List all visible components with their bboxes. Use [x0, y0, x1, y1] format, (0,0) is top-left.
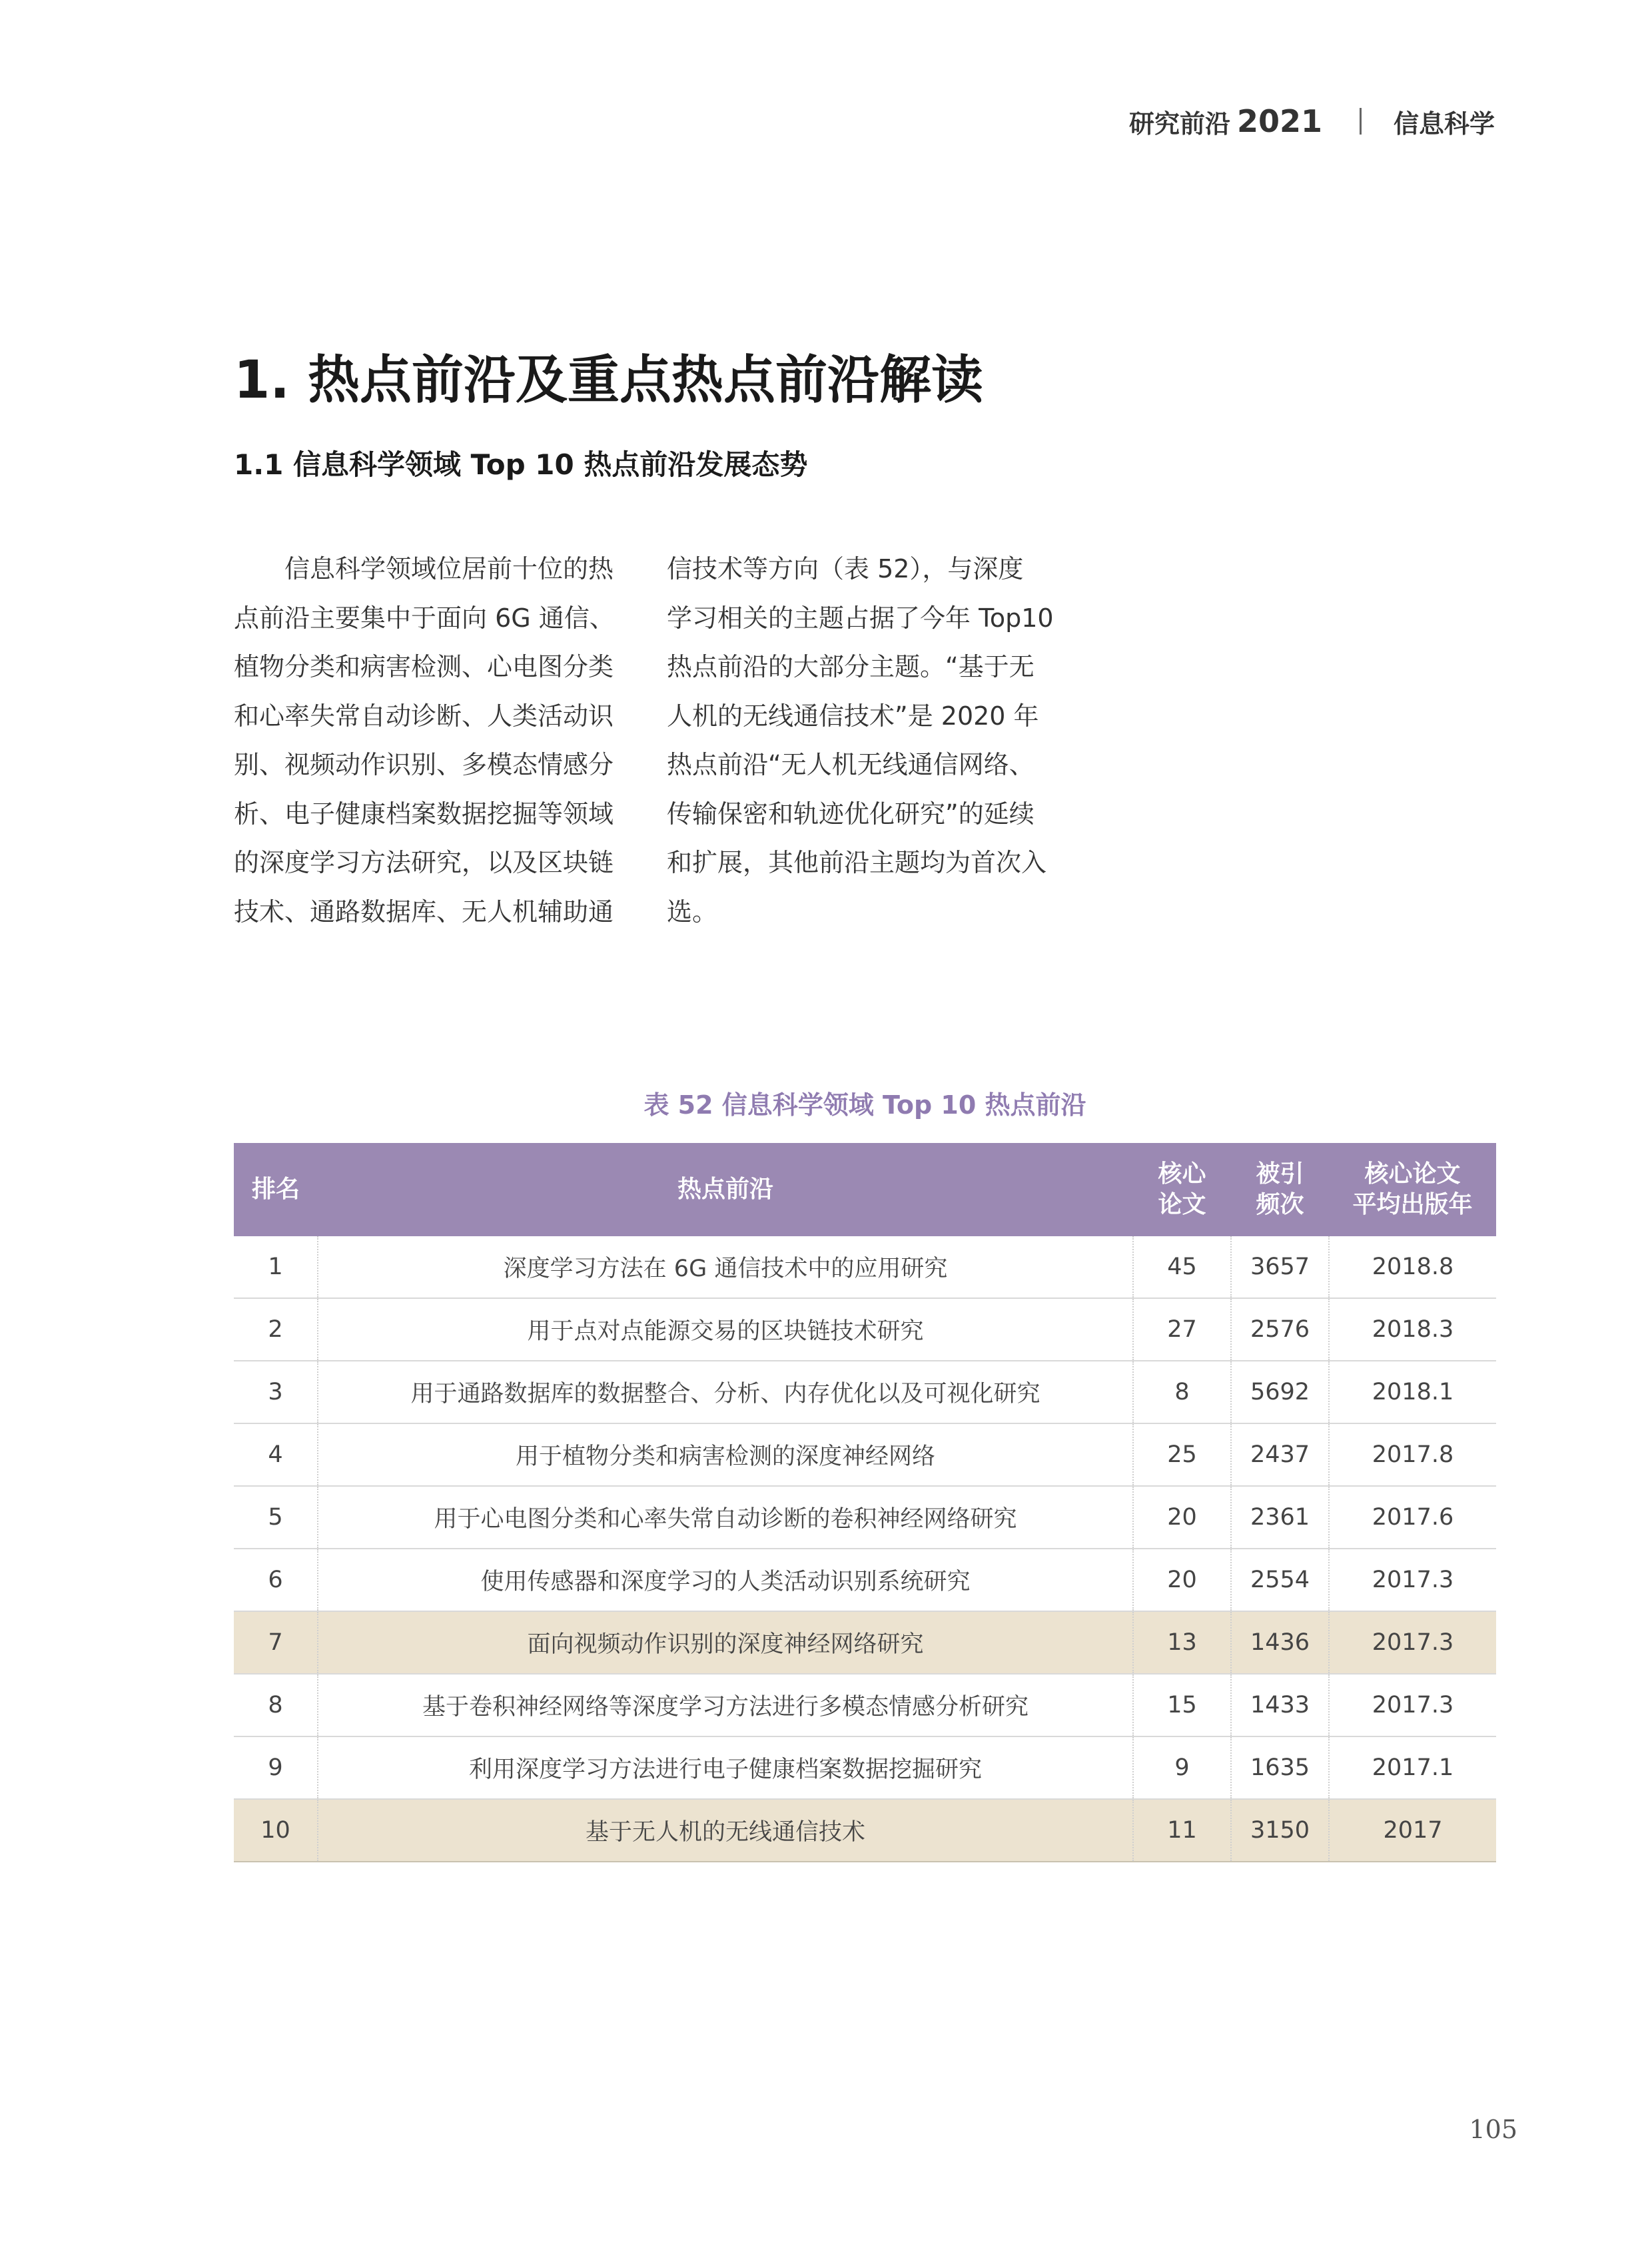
subsection-title: 1.1 信息科学领域 Top 10 热点前沿发展态势	[234, 448, 808, 481]
cell-papers: 27	[1133, 1298, 1231, 1361]
table-header-row	[234, 1143, 1496, 1236]
body-line: 学习相关的主题占据了今年 Top10	[667, 603, 1054, 633]
cell-topic: 深度学习方法在 6G 通信技术中的应用研究	[318, 1236, 1133, 1298]
cell-rank: 9	[234, 1736, 318, 1799]
cell-cites: 3150	[1231, 1799, 1329, 1862]
table-row-highlighted	[234, 1611, 1496, 1674]
header-divider	[1360, 108, 1362, 135]
cell-rank: 8	[234, 1674, 318, 1736]
cell-rank: 3	[234, 1361, 318, 1423]
cell-papers: 11	[1133, 1799, 1231, 1862]
cell-year: 2018.8	[1329, 1236, 1496, 1298]
cell-cites: 2554	[1231, 1549, 1329, 1611]
header-citations	[1231, 1143, 1329, 1236]
cell-rank: 10	[234, 1799, 318, 1862]
cell-cites: 1433	[1231, 1674, 1329, 1736]
cell-topic: 基于卷积神经网络等深度学习方法进行多模态情感分析研究	[318, 1674, 1133, 1736]
cell-papers: 8	[1133, 1361, 1231, 1423]
table-row	[234, 1298, 1496, 1361]
hot-fronts-table	[234, 1143, 1496, 1862]
table-row	[234, 1361, 1496, 1423]
cell-papers: 20	[1133, 1486, 1231, 1549]
header-core-papers-line2: 论文	[1158, 1191, 1206, 1218]
header-mean-year-line1: 核心论文	[1364, 1160, 1461, 1188]
cell-cites: 2437	[1231, 1423, 1329, 1486]
cell-cites: 1635	[1231, 1736, 1329, 1799]
table-row-highlighted	[234, 1799, 1496, 1862]
cell-year: 2017	[1329, 1799, 1496, 1862]
header-field: 信息科学	[1393, 109, 1495, 139]
table-row	[234, 1423, 1496, 1486]
cell-rank: 6	[234, 1549, 318, 1611]
table-row	[234, 1549, 1496, 1611]
cell-topic: 用于心电图分类和心率失常自动诊断的卷积神经网络研究	[318, 1486, 1133, 1549]
cell-papers: 9	[1133, 1736, 1231, 1799]
cell-year: 2017.3	[1329, 1611, 1496, 1674]
cell-topic: 用于植物分类和病害检测的深度神经网络	[318, 1423, 1133, 1486]
table-caption: 表 52 信息科学领域 Top 10 热点前沿	[643, 1090, 1086, 1120]
body-line: 人机的无线通信技术”是 2020 年	[667, 701, 1039, 731]
body-line: 技术、通路数据库、无人机辅助通	[234, 897, 614, 927]
body-line: 热点前沿的大部分主题。“基于无	[667, 652, 1034, 681]
cell-year: 2018.3	[1329, 1298, 1496, 1361]
cell-rank: 4	[234, 1423, 318, 1486]
header-rank: 排名	[234, 1143, 318, 1236]
cell-papers: 15	[1133, 1674, 1231, 1736]
header-core-papers	[1133, 1143, 1231, 1236]
body-line: 热点前沿“无人机无线通信网络、	[667, 750, 1034, 779]
cell-topic: 基于无人机的无线通信技术	[318, 1799, 1133, 1862]
body-line: 传输保密和轨迹优化研究”的延续	[667, 799, 1034, 829]
cell-cites: 2576	[1231, 1298, 1329, 1361]
header-citations-line1: 被引	[1256, 1160, 1304, 1188]
body-line: 信息科学领域位居前十位的热	[234, 554, 614, 583]
cell-cites: 3657	[1231, 1236, 1329, 1298]
cell-topic: 用于通路数据库的数据整合、分析、内存优化以及可视化研究	[318, 1361, 1133, 1423]
table-row	[234, 1236, 1496, 1298]
cell-year: 2017.3	[1329, 1674, 1496, 1736]
table-row	[234, 1674, 1496, 1736]
body-line: 选。	[667, 897, 718, 927]
cell-cites: 2361	[1231, 1486, 1329, 1549]
cell-topic: 使用传感器和深度学习的人类活动识别系统研究	[318, 1549, 1133, 1611]
cell-year: 2018.1	[1329, 1361, 1496, 1423]
header-core-papers-line1: 核心	[1158, 1160, 1206, 1188]
body-line: 别、视频动作识别、多模态情感分	[234, 750, 614, 779]
body-line: 和扩展，其他前沿主题均为首次入	[667, 848, 1047, 877]
header-citations-line2: 频次	[1256, 1191, 1304, 1218]
section-title: 1. 热点前沿及重点热点前沿解读	[234, 350, 984, 410]
cell-year: 2017.1	[1329, 1736, 1496, 1799]
cell-year: 2017.8	[1329, 1423, 1496, 1486]
cell-year: 2017.6	[1329, 1486, 1496, 1549]
page-number: 105	[1469, 2115, 1517, 2144]
cell-cites: 5692	[1231, 1361, 1329, 1423]
body-line: 点前沿主要集中于面向 6G 通信、	[234, 603, 615, 633]
cell-rank: 7	[234, 1611, 318, 1674]
body-line: 植物分类和病害检测、心电图分类	[234, 652, 614, 681]
body-line: 和心率失常自动诊断、人类活动识	[234, 701, 614, 731]
running-header	[1129, 101, 1495, 141]
cell-cites: 1436	[1231, 1611, 1329, 1674]
cell-rank: 5	[234, 1486, 318, 1549]
body-text-right-column	[667, 545, 1066, 936]
cell-papers: 25	[1133, 1423, 1231, 1486]
cell-papers: 13	[1133, 1611, 1231, 1674]
table-row	[234, 1736, 1496, 1799]
cell-rank: 2	[234, 1298, 318, 1361]
header-mean-year-line2: 平均出版年	[1352, 1191, 1473, 1218]
header-topic: 热点前沿	[318, 1143, 1133, 1236]
cell-papers: 20	[1133, 1549, 1231, 1611]
body-text-left-column	[234, 545, 633, 936]
body-line: 信技术等方向（表 52），与深度	[667, 554, 1024, 583]
table-row	[234, 1486, 1496, 1549]
cell-topic: 面向视频动作识别的深度神经网络研究	[318, 1611, 1133, 1674]
cell-year: 2017.3	[1329, 1549, 1496, 1611]
body-line: 的深度学习方法研究，以及区块链	[234, 848, 614, 877]
cell-topic: 利用深度学习方法进行电子健康档案数据挖掘研究	[318, 1736, 1133, 1799]
body-line: 析、电子健康档案数据挖掘等领域	[234, 799, 614, 829]
header-year: 2021	[1236, 103, 1322, 139]
cell-topic: 用于点对点能源交易的区块链技术研究	[318, 1298, 1133, 1361]
header-mean-year	[1329, 1143, 1496, 1236]
cell-rank: 1	[234, 1236, 318, 1298]
header-series: 研究前沿	[1128, 109, 1230, 139]
cell-papers: 45	[1133, 1236, 1231, 1298]
